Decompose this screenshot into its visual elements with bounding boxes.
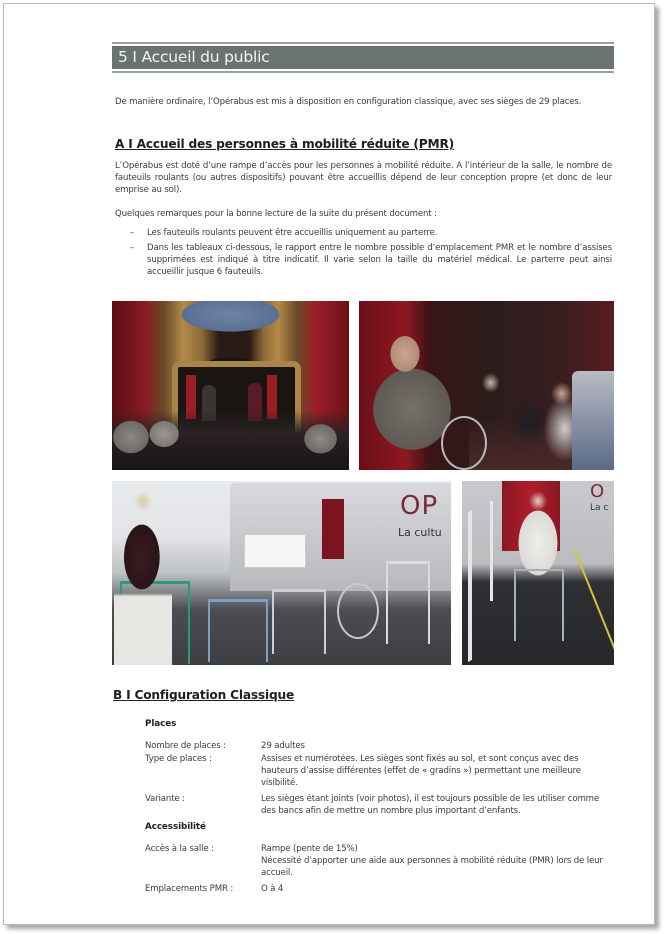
bus-logo: O [590,481,605,502]
accessibility-subheading: Accessibilité [145,822,206,832]
row-label: Nombre de places : [145,741,226,751]
pmr-heading: A I Accueil des personnes à mobilité réduite (PMR) [115,137,455,151]
row-value: O à 4 [261,884,284,894]
row-value: Assises et numérotées. Les sièges sont fixés au sol, et sont conçus avec des hauteurs d’assise différentes (effet de « gradins ») permettant une meilleure visibilité. [261,754,581,788]
bus-tagline: La c [590,503,609,513]
bullet-text: Les fauteuils roulants peuvent être accueillis uniquement au parterre. [147,228,438,238]
seat [572,371,614,470]
pmr-paragraph-1: L’Opérabus est doté d’une rampe d’accès pour les personnes à mobilité réduite. A l’intérieur de la salle, le nombre de fauteuils roulants (ou autres dispositifs) pouvant être accueillis dépend de leur conception propre (et donc de leur emprise au sol). [115,161,612,195]
woman-pushing-wheelchair [114,485,172,665]
row-value: 29 adultes [261,741,305,751]
walker [208,599,268,662]
wheelchair-wheel [337,583,379,639]
walker [386,561,430,644]
section-title: 5 I Accueil du public [112,46,614,69]
walker [514,569,564,641]
ramp-rail [468,510,472,662]
pmr-bullet-list [130,227,612,281]
audience [112,410,349,470]
pmr-paragraph-2: Quelques remarques pour la bonne lecture de la suite du présent document : [115,209,437,219]
header-rule-bottom [112,71,614,73]
header-rule-top [112,42,614,44]
ramp-rail [490,501,493,601]
row-label: Type de places : [145,754,212,764]
photo-theatre-stage [112,301,349,470]
photo-walkers-ramp [112,481,451,665]
bus-door [322,499,344,559]
places-subheading: Places [145,719,177,729]
list-item [130,227,612,239]
config-heading: B I Configuration Classique [113,688,295,702]
bullet-dash: – [130,243,135,253]
row-label: Emplacements PMR : [145,884,234,894]
list-item [130,242,612,278]
row-label: Variante : [145,794,185,804]
row-label: Accès à la salle : [145,844,214,854]
photo-audience-wheelchair [359,301,614,470]
photo-ramp-walker [462,481,614,665]
ramp-edge-line [574,550,614,662]
row-value: Les sièges étant joints (voir photos), il est toujours possible de les utiliser comme des bancs afin de mettre un nombre plus important d’enfants. [261,794,600,816]
row-value [261,843,611,879]
walker [272,589,326,654]
bullet-dash: – [130,228,135,238]
wheelchair-wheel [441,416,487,470]
intro-paragraph: De manière ordinaire, l’Opérabus est mis à disposition en configuration classique, avec ses sièges de 29 places. [115,97,582,107]
row-value-line: Nécessité d’apporter une aide aux personnes à mobilité réduite (PMR) lors de leur accueil. [261,856,603,878]
bus-logo: OP [400,491,439,521]
row-value-line: Rampe (pente de 15%) [261,844,358,854]
bullet-text: Dans les tableaux ci-dessous, le rapport entre le nombre possible d’emplacement PMR et le nombre d’assises supprimées est indiqué à titre indicatif. Il varie selon la taille du matériel médical. Le parterre peut ainsi accueillir jusque 6 fauteuils. [147,243,612,277]
info-sign [244,534,306,568]
bus-tagline: La cultu [398,526,442,539]
